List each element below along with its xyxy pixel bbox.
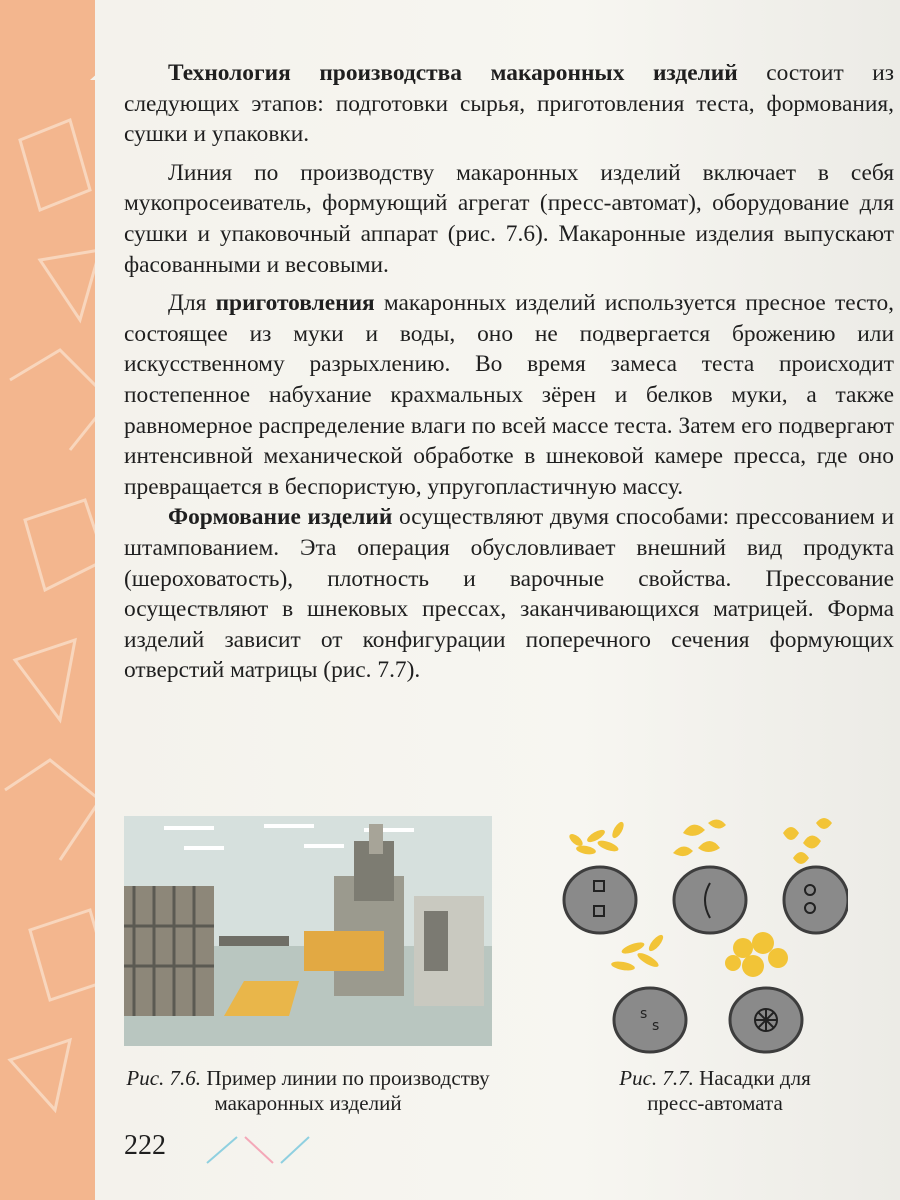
pasta-pile-1	[567, 820, 626, 855]
paragraph-forming: Формование изделий осуществляют двумя способами: прессованием и штампованием. Эта операция обусловливает внешний вид продукта (шероховатость), плотность и варочные свойства. Прессование осуществляют в шнековых прессах, заканчивающихся матрицей. Форма изделий зависит от конфигурации поперечного сечения формующих отверстий матрицы (рис. 7.7).	[124, 504, 895, 684]
paragraph-line: Линия по производству макаронных изделий включает в себя мукопросеиватель, формующий агрегат (пресс-автомат), оборудование для сушки и упаковочный аппарат (рис. 7.6). Макаронные изделия выпускают фасованными и весовыми.	[124, 159, 894, 278]
svg-text:s: s	[652, 1018, 660, 1034]
figure-caption-7-6: Рис. 7.6. Пример линии по производству макаронных изделий	[126, 1066, 490, 1115]
page-number: 222	[124, 1130, 166, 1161]
pasta-pile-3	[783, 818, 832, 864]
nozzle-disc-4	[614, 988, 686, 1052]
nozzle-disc-5	[730, 988, 802, 1052]
term-forming: Формование изделий	[168, 504, 393, 531]
nozzle-disc-3	[784, 867, 848, 933]
paragraph-technology: Технология производства макаронных изделий состоит из следующих этапов: подготовки сырья, приготовления теста, формования, сушки и упаковки.	[124, 60, 894, 148]
svg-text:s: s	[640, 1006, 648, 1022]
nozzles-figure	[548, 808, 848, 1058]
nozzle-disc-2	[674, 867, 746, 933]
production-line-photo	[124, 816, 492, 1046]
figure-caption-7-7: Рис. 7.7. Насадки для пресс-автомата	[619, 1066, 811, 1115]
body-text	[124, 58, 894, 694]
figure-label: Рис. 7.7.	[619, 1066, 694, 1090]
term-preparation: приготовления	[215, 290, 375, 317]
decorative-lines	[205, 1135, 315, 1165]
paragraph-preparation: Для приготовления макаронных изделий используется пресное тесто, состоящее из муки и воды, оно не подвергается брожению или искусственному разрыхлению. Во время замеса теста происходит постепенное набухание крахмальных зёрен и белков муки, а также равномерное распределение влаги по всей массе теста. Затем его подвергают интенсивной механической обработке в шнековой камере пресса, где оно превращается в беспористую, упругопластичную массу.	[124, 290, 894, 500]
nozzle-disc-1	[564, 867, 636, 933]
figure-label: Рис. 7.6.	[126, 1066, 202, 1090]
term-technology: Технология производства макаронных изделий	[168, 60, 738, 86]
pasta-pile-2	[673, 819, 726, 856]
pasta-pile-5	[725, 932, 788, 977]
pasta-pile-4	[610, 933, 665, 972]
